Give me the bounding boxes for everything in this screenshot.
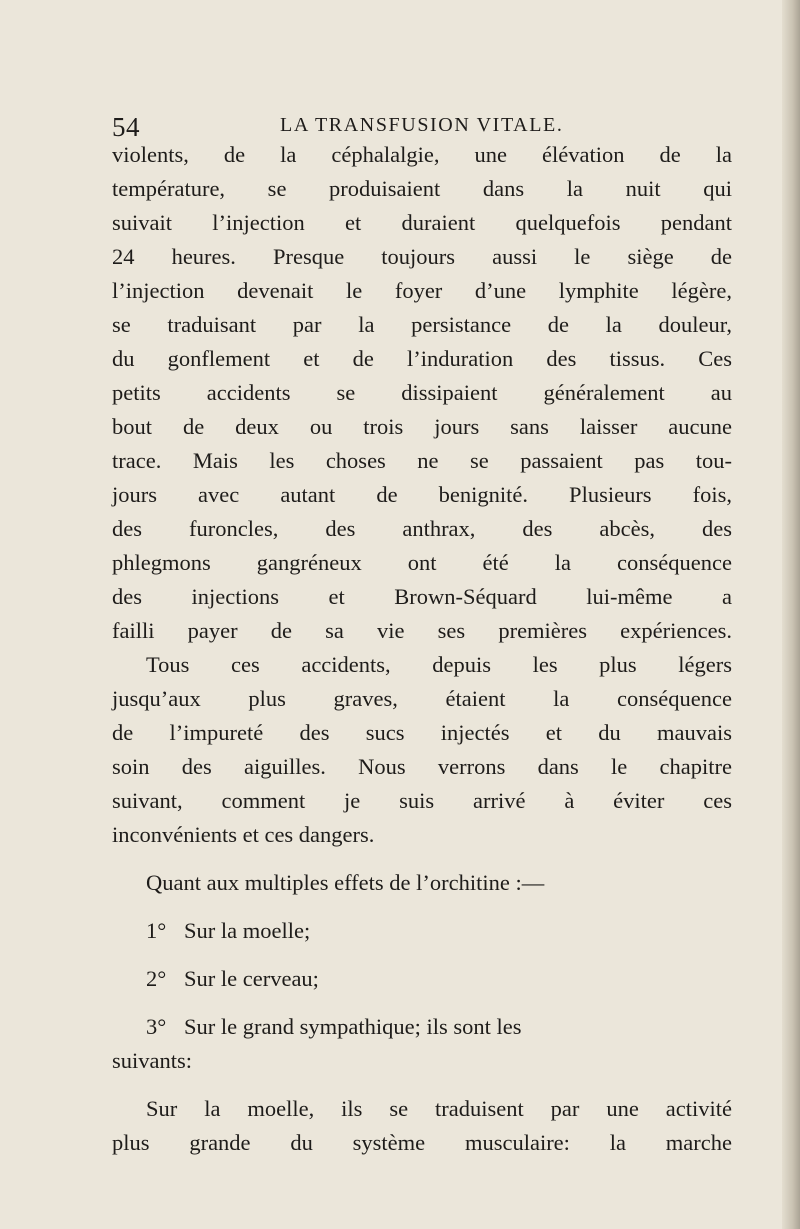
text-line: des injections et Brown-Séquard lui-même a [112,584,732,609]
paragraph-2 [112,648,732,852]
list-number: 1° [146,918,167,943]
text-line: Sur la moelle, ils se traduisent par une activité [146,1096,732,1121]
text-line: plus grande du système musculaire: la marche [112,1130,732,1155]
text-line: du gonflement et de l’induration des tissus. Ces [112,346,732,371]
text-line: soin des aiguilles. Nous verrons dans le chapitre [112,754,732,779]
list-text: Sur le grand sympathique; ils sont les [184,1014,522,1039]
text-line: suivant, comment je suis arrivé à éviter ces [112,788,732,813]
text-line: violents, de la céphalalgie, une élévation de la [112,142,732,167]
page-edge-shadow [782,0,800,1229]
paragraph-4 [112,1092,732,1160]
text-line: trace. Mais les choses ne se passaient pas tou- [112,448,732,473]
text-line: phlegmons gangréneux ont été la conséquence [112,550,732,575]
list-item-2 [112,962,732,996]
text-line: jours avec autant de benignité. Plusieurs fois, [112,482,732,507]
paragraph-3: Quant aux multiples effets de l’orchitine :— [146,870,545,895]
text-line: des furoncles, des anthrax, des abcès, des [112,516,732,541]
list-continuation: suivants: [112,1048,193,1073]
list-item-1 [112,914,732,948]
text-line: failli payer de sa vie ses premières expériences. [112,618,732,643]
text-line: température, se produisaient dans la nuit qui [112,176,732,201]
text-line: de l’impureté des sucs injectés et du mauvais [112,720,732,745]
list-text: Sur la moelle; [184,918,311,943]
text-line: Tous ces accidents, depuis les plus légers [146,652,732,677]
text-line: l’injection devenait le foyer d’une lymphite légère, [112,278,732,303]
text-line: 24 heures. Presque toujours aussi le siège de [112,244,732,269]
text-line: suivait l’injection et duraient quelquefois pendant [112,210,732,235]
body-text [112,138,732,1160]
list-item-3 [112,1010,732,1044]
list-number: 2° [146,966,167,991]
text-line: bout de deux ou trois jours sans laisser aucune [112,414,732,439]
running-title: LA TRANSFUSION VITALE. [280,114,564,136]
paragraph-1 [112,138,732,648]
list-number: 3° [146,1014,167,1039]
page-number: 54 [112,112,140,142]
list-text: Sur le cerveau; [184,966,319,991]
text-line: jusqu’aux plus graves, étaient la conséquence [112,686,732,711]
text-line: se traduisant par la persistance de la douleur, [112,312,732,337]
text-line: inconvénients et ces dangers. [112,822,375,847]
text-line: petits accidents se dissipaient généralement au [112,380,732,405]
